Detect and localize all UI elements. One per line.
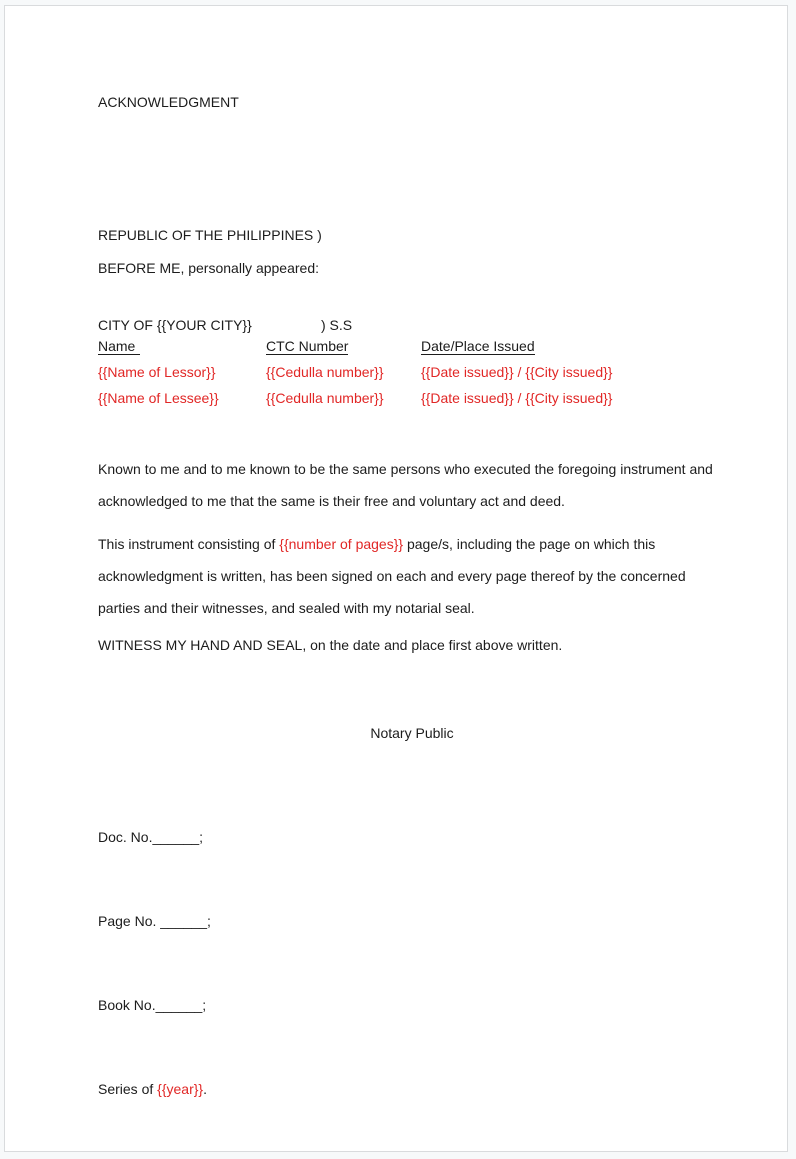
table-cell-lessee-date-place: {{Date issued}} / {{City issued}} [421,390,613,406]
registry-block [98,767,726,1159]
intro-line: BEFORE ME, personally appeared: [98,260,319,276]
document-page [4,5,788,1152]
appearers-table [98,333,726,411]
city-line-text: CITY OF {{YOUR CITY}} [98,317,252,333]
republic-line [98,220,726,250]
document-title: ACKNOWLEDGMENT [98,94,239,110]
table-header-date-place-issued: Date/Place Issued [421,338,535,354]
table-cell-lessor-name: {{Name of Lessor}} [98,364,216,380]
paragraph-instrument-after: page/s, including the page on which this acknowledgment is written, has been signed on each and every page thereof by the concerned parties and their witnesses, and sealed with my notarial seal. [98,536,690,616]
page-no-line: Page No. ______; [98,913,211,929]
paragraph-instrument [98,528,726,624]
witness-line: WITNESS MY HAND AND SEAL, on the date and place first above written. [98,637,563,653]
republic-line-text: REPUBLIC OF THE PHILIPPINES ) [98,227,322,243]
paragraph-instrument-before: This instrument consisting of [98,536,280,552]
paragraph-known-to-me: Known to me and to me known to be the same persons who executed the foregoing instrument and acknowledged to me that the same is their free and voluntary act and deed. [98,461,717,509]
table-cell-lessee-name: {{Name of Lessee}} [98,390,219,406]
series-line-after: . [203,1081,207,1097]
table-header-ctc-number: CTC Number [266,338,349,354]
table-cell-lessor-date-place: {{Date issued}} / {{City issued}} [421,364,613,380]
table-header-name: Name [98,333,266,359]
number-of-pages-placeholder: {{number of pages}} [279,536,404,552]
notary-public-label: Notary Public [370,725,454,741]
series-line [98,1075,726,1103]
table-cell-lessee-ctc: {{Cedulla number}} [266,390,384,406]
series-line-before: Series of [98,1081,158,1097]
doc-no-line: Doc. No.______; [98,829,204,845]
ss-marker: ) S.S [321,317,353,333]
book-no-line: Book No.______; [98,997,207,1013]
year-placeholder: {{year}} [157,1081,204,1097]
table-cell-lessor-ctc: {{Cedulla number}} [266,364,384,380]
